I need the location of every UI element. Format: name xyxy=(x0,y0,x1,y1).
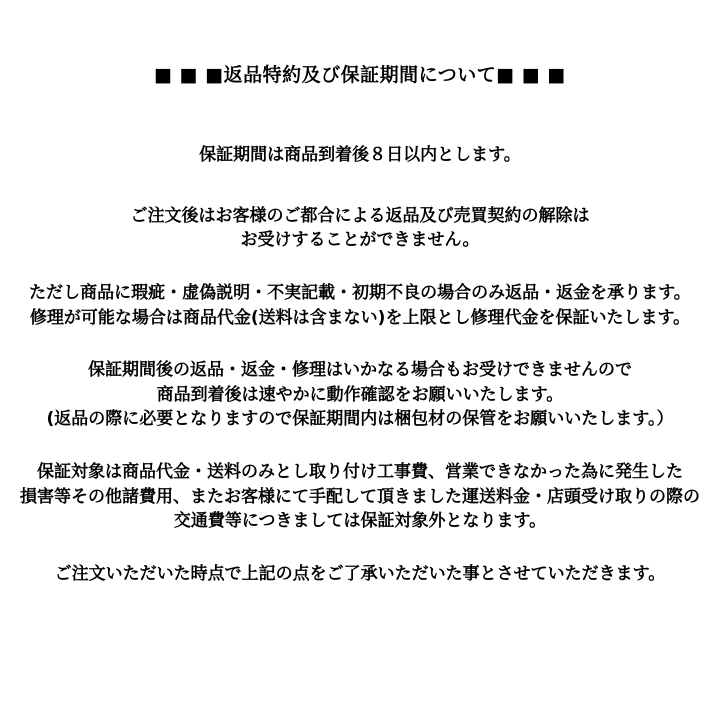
section-exceptions xyxy=(20,281,700,330)
section-line: 保証対象は商品代金・送料のみとし取り付け工事費、営業できなかった為に発生した xyxy=(37,462,683,483)
section-agreement xyxy=(20,562,700,587)
section-line: 修理が可能な場合は商品代金(送料は含まない)を上限とし修理代金を保証いたします。 xyxy=(29,307,691,328)
section-after-period xyxy=(20,358,700,432)
section-line: 損害等その他諸費用、またお客様にて手配して頂きました運送料金・店頭受け取りの際の xyxy=(20,486,700,507)
section-warranty-period xyxy=(20,143,700,168)
section-line: 商品到着後は速やかに動作確認をお願いいたします。 xyxy=(156,384,564,405)
section-line: ただし商品に瑕疵・虚偽説明・不実記載・初期不良の場合のみ返品・返金を承ります。 xyxy=(29,282,691,303)
section-line: ご注文後はお客様のご都合による返品及び売買契約の解除は xyxy=(130,205,590,226)
section-line: (返品の際に必要となりますので保証期間内は梱包材の保管をお願いいたします。） xyxy=(46,409,674,430)
section-line: 保証期間後の返品・返金・修理はいかなる場合もお受けできませんので xyxy=(88,360,632,381)
page-title: ■ ■ ■返品特約及び保証期間について■ ■ ■ xyxy=(154,64,566,86)
section-line: 交通費等につきましては保証対象外となります。 xyxy=(173,511,547,532)
section-coverage xyxy=(20,460,700,534)
section-line: お受けすることができません。 xyxy=(240,230,480,251)
section-cancellation xyxy=(20,204,700,253)
section-line: 保証期間は商品到着後８日以内とします。 xyxy=(199,145,521,165)
section-line: ご注文いただいた時点で上記の点をご了承いただいた事とさせていただきます。 xyxy=(54,564,666,585)
